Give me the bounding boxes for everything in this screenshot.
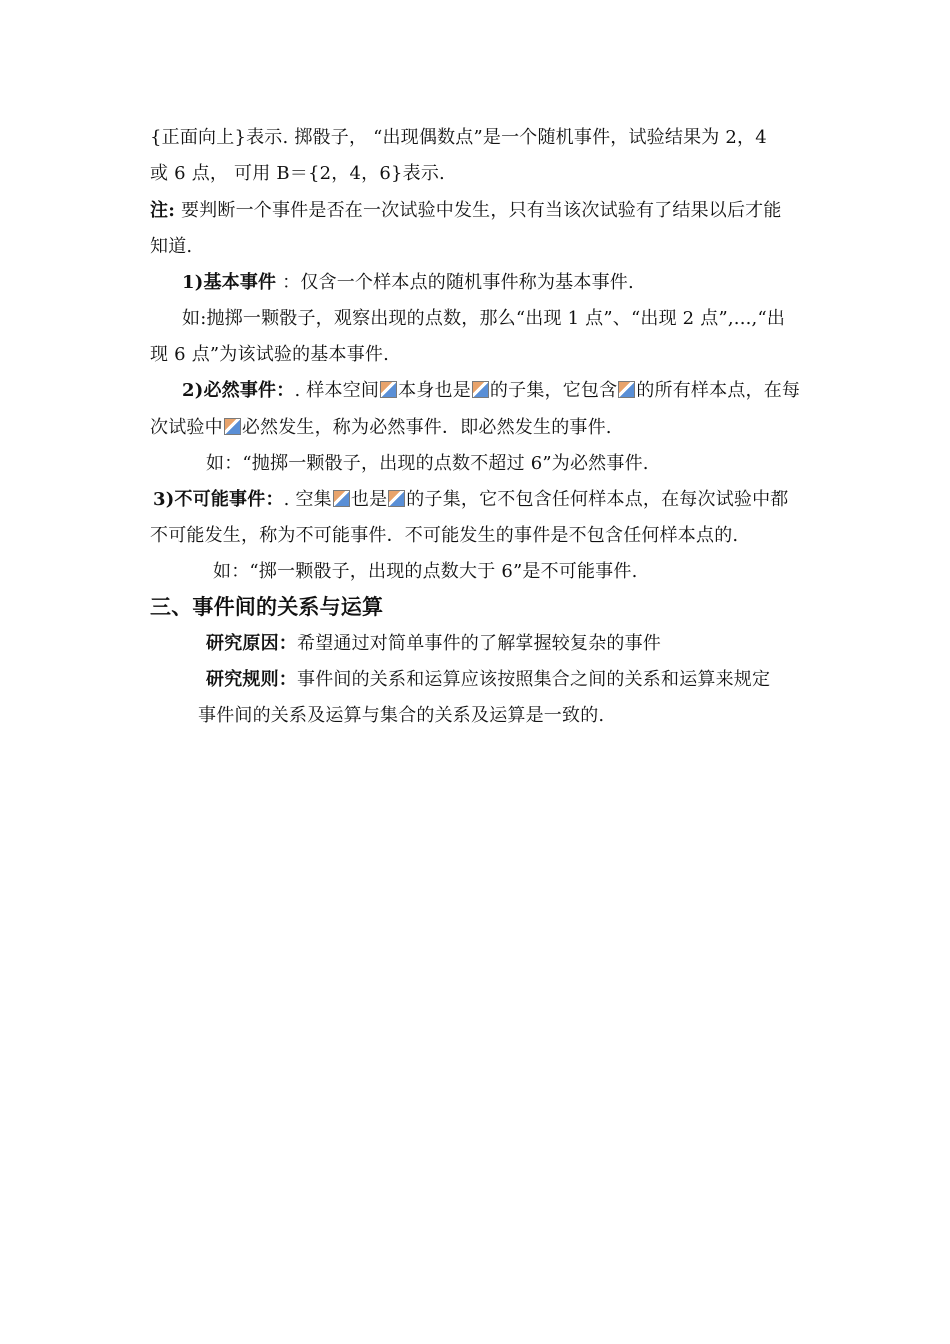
omega-image-icon [388, 490, 405, 507]
text: 事件间的关系及运算与集合的关系及运算是一致的. [198, 705, 605, 726]
note-label: 注: [150, 200, 176, 221]
section-title [150, 594, 383, 620]
omega-image-icon [224, 418, 241, 435]
rule-line [206, 668, 770, 692]
text: 要判断一个事件是否在一次试验中发生，只有当该次试验有了结果以后才能 [175, 200, 782, 221]
empty-set-image-icon [333, 490, 350, 507]
reason-line [206, 632, 661, 656]
rule-line [198, 704, 604, 728]
text: 知道. [150, 236, 193, 257]
rule-label: 研究规则： [206, 669, 297, 690]
text: 如：“掷一颗骰子，出现的点数大于 6”是不可能事件. [213, 561, 638, 582]
impossible-event-line [153, 488, 789, 512]
example-line [150, 343, 389, 367]
example-line [182, 307, 785, 331]
text: 次试验中 [150, 417, 223, 438]
omega-image-icon [618, 381, 635, 398]
text: 如:抛掷一颗骰子，观察出现的点数，那么“出现 1 点”、“出现 2 点”,...,“出 [182, 308, 786, 329]
paragraph-line [150, 524, 738, 548]
text: 或 6 点， 可用 B＝{2，4，6}表示. [150, 163, 445, 184]
text: 也是 [350, 489, 388, 510]
text: 现 6 点”为该试验的基本事件. [150, 344, 390, 365]
text: . 空集 [283, 489, 332, 510]
certain-event-line [150, 416, 612, 440]
paragraph-line [150, 235, 192, 259]
omega-image-icon [472, 381, 489, 398]
paragraph-line [150, 126, 767, 150]
example-line [213, 560, 638, 584]
text: {正面向上}表示. 掷骰子， “出现偶数点”是一个随机事件，试验结果为 2，4 [150, 127, 767, 148]
certain-event-label: 2)必然事件： [182, 380, 295, 401]
omega-image-icon [380, 381, 397, 398]
text: 希望通过对简单事件的了解掌握较复杂的事件 [297, 633, 661, 654]
text: 的所有样本点，在每 [636, 380, 801, 401]
text: 事件间的关系和运算应该按照集合之间的关系和运算来规定 [297, 669, 771, 690]
text: 如：“抛掷一颗骰子，出现的点数不超过 6”为必然事件. [206, 453, 649, 474]
text: 不可能发生，称为不可能事件．不可能发生的事件是不包含任何样本点的. [150, 525, 739, 546]
text: 必然发生，称为必然事件．即必然发生的事件. [241, 417, 612, 438]
basic-event-label: 1)基本事件 [182, 272, 277, 293]
impossible-event-label: 3)不可能事件： [153, 489, 284, 510]
text: 本身也是 [398, 380, 471, 401]
section-title-text: 三、事件间的关系与运算 [150, 595, 384, 619]
text: 的子集，它包含 [489, 380, 618, 401]
certain-event-line [182, 379, 800, 403]
text: . 样本空间 [294, 380, 380, 401]
note-line [150, 199, 782, 223]
text: ：仅含一个样本点的随机事件称为基本事件. [276, 272, 634, 293]
paragraph-line [150, 162, 445, 186]
basic-event-line [182, 271, 634, 295]
example-line [206, 452, 649, 476]
reason-label: 研究原因： [206, 633, 297, 654]
text: 的子集，它不包含任何样本点，在每次试验中都 [406, 489, 789, 510]
